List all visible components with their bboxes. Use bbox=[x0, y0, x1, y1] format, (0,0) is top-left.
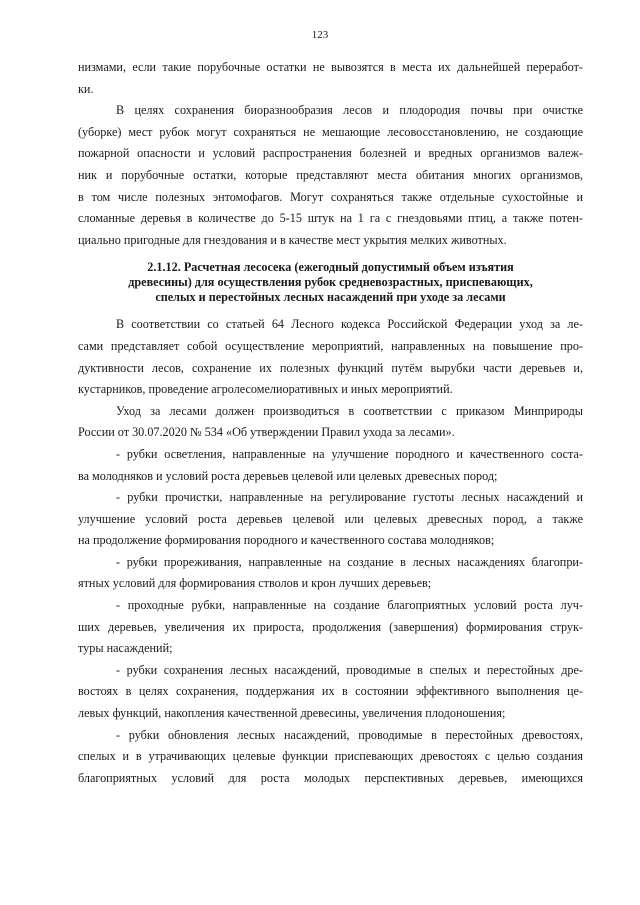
text-line: ва молодняков и условий роста деревьев целевой или целевых древесных пород; bbox=[78, 468, 498, 483]
text-line: - рубки обновления лесных насаждений, проводимые в перестойных древостоях, bbox=[116, 727, 583, 742]
text-line: В соответствии со статьей 64 Лесного кодекса Российской Федерации уход за ле- bbox=[116, 317, 583, 332]
text-line: сами представляет собой осуществление мероприятий, направленных на повышение про- bbox=[78, 338, 583, 353]
paragraph bbox=[78, 552, 583, 595]
section-heading bbox=[78, 260, 583, 305]
text-line: сломанные деревья в количестве до 5-15 штук на 1 га с гнездовьями птиц, а также потен- bbox=[78, 211, 583, 226]
heading-line: 2.1.12. Расчетная лесосека (ежегодный допустимый объем изъятия bbox=[147, 260, 514, 275]
document-body bbox=[78, 57, 583, 789]
text-line: ки. bbox=[78, 81, 94, 96]
text-line: В целях сохранения биоразнообразия лесов и плодородия почвы при очистке bbox=[116, 103, 583, 118]
paragraph bbox=[78, 487, 583, 552]
paragraph bbox=[78, 444, 583, 487]
heading-line: спелых и перестойных лесных насаждений при уходе за лесами bbox=[155, 290, 506, 305]
text-line: (уборке) мест рубок могут сохраняться не мешающие лесовосстановлению, не создающие bbox=[78, 124, 583, 139]
paragraph bbox=[78, 660, 583, 725]
text-line: Уход за лесами должен производиться в соответствии с приказом Минприроды bbox=[116, 403, 583, 418]
text-line: дуктивности лесов, сохранение их полезных функций путём вырубки части деревьев и, bbox=[78, 360, 583, 375]
text-line: спелых и в утрачивающих целевые функции приспевающих древостоях с целью создания bbox=[78, 749, 583, 764]
paragraph bbox=[78, 57, 583, 100]
text-line: ятных условий для формирования стволов и крон лучших деревьев; bbox=[78, 576, 432, 591]
paragraph bbox=[78, 725, 583, 790]
text-line: - рубки сохранения лесных насаждений, проводимые в спелых и перестойных дре- bbox=[116, 662, 583, 677]
paragraph bbox=[78, 314, 583, 400]
text-line: кустарников, проведение агролесомелиоративных и иных мероприятий. bbox=[78, 382, 453, 397]
text-line: туры насаждений; bbox=[78, 641, 173, 656]
text-line: циально пригодные для гнездования и в качестве мест укрытия мелких животных. bbox=[78, 232, 507, 247]
text-line: ник и порубочные остатки, которые представляют места обитания многих организмов, bbox=[78, 167, 583, 182]
paragraph bbox=[78, 100, 583, 251]
text-line: - проходные рубки, направленные на создание благоприятных условий роста луч- bbox=[116, 598, 583, 613]
text-line: низмами, если такие порубочные остатки не вывозятся в места их дальнейшей переработ- bbox=[78, 60, 583, 74]
text-line: востоях в целях сохранения, поддержания их в состоянии эффективного выполнения це- bbox=[78, 684, 583, 699]
text-line: - рубки осветления, направленные на улучшение породного и качественного соста- bbox=[116, 446, 583, 461]
text-line: - рубки прочистки, направленные на регулирование густоты лесных насаждений и bbox=[116, 490, 583, 505]
heading-line: древесины) для осуществления рубок средневозрастных, приспевающих, bbox=[128, 275, 533, 290]
text-line: благоприятных условий для роста молодых перспективных деревьев, имеющихся bbox=[78, 770, 583, 785]
paragraph bbox=[78, 401, 583, 444]
text-line: левых функций, накопления качественной древесины, увеличения плодоношения; bbox=[78, 706, 506, 721]
text-line: в том числе полезных энтомофагов. Могут сохраняться также отдельные сухостойные и bbox=[78, 189, 583, 204]
paragraph bbox=[78, 595, 583, 660]
text-line: России от 30.07.2020 № 534 «Об утверждении Правил ухода за лесами». bbox=[78, 425, 455, 440]
text-line: ших деревьев, увеличения их прироста, продолжения (завершения) формирования струк- bbox=[78, 619, 583, 634]
text-line: улучшение условий роста деревьев целевой или целевых древесных пород, а также bbox=[78, 511, 583, 526]
text-line: пожарной опасности и условий распространения болезней и вредных организмов валеж- bbox=[78, 146, 583, 161]
page-number: 123 bbox=[311, 29, 329, 41]
text-line: - рубки прореживания, направленные на создание в лесных насаждениях благопри- bbox=[116, 554, 583, 569]
text-line: на продолжение формирования породного и качественного состава молодняков; bbox=[78, 533, 495, 548]
